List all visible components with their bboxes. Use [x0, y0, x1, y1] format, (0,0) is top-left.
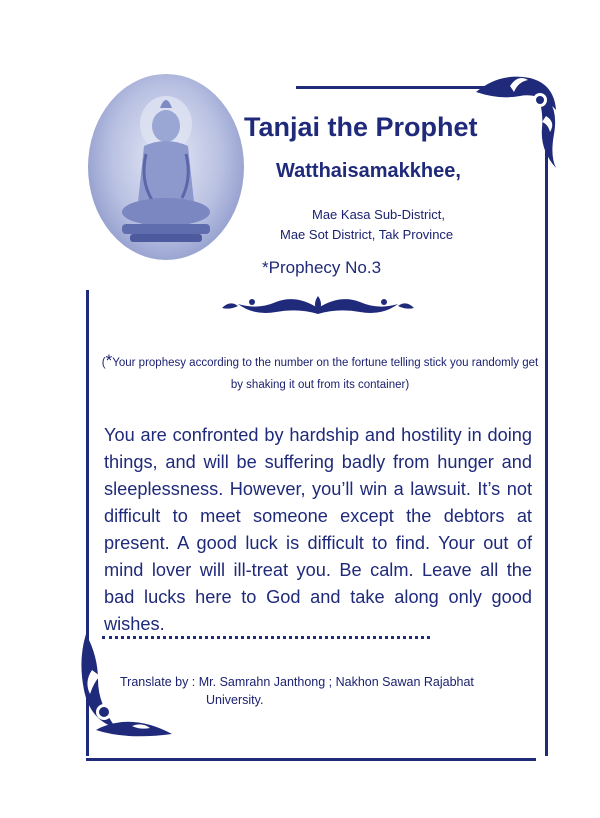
prophecy-number: *Prophecy No.3 — [262, 258, 382, 277]
page-title: Tanjai the Prophet — [244, 112, 478, 142]
temple-name: Watthaisamakkhee, — [276, 160, 461, 182]
prophecy-note — [98, 350, 542, 396]
buddha-image — [88, 74, 244, 260]
address-line-1: Mae Kasa Sub-District, — [312, 207, 445, 222]
divider-ornament-icon — [218, 292, 418, 322]
corner-ornament-icon — [470, 70, 560, 170]
dotted-divider — [102, 636, 430, 639]
credit-line-2: University. — [206, 692, 264, 707]
note-open-paren: ( — [101, 356, 106, 369]
translator-credit — [120, 673, 520, 709]
frame-right-border — [545, 96, 548, 756]
note-asterisk: * — [105, 350, 113, 370]
note-text: Your prophesy according to the number on the fortune telling stick you randomly get by shaking it out from its container) — [112, 356, 539, 391]
address-line-2: Mae Sot District, Tak Province — [280, 227, 454, 242]
credit-line-1: Translate by : Mr. Samrahn Janthong ; Nakhon Sawan Rajabhat — [120, 674, 474, 689]
fortune-text: You are confronted by hardship and hostility in doing things, and will be suffering badly from hunger and sleeplessness. However, you’ll win a lawsuit. It’s not difficult to meet someone except the debtors at present. A good luck is difficult to find. Your out of mind lover will ill-treat you. Be calm. Leave all the bad lucks here to God and take along only good wishes. — [104, 425, 532, 635]
frame-bottom-border — [86, 758, 536, 761]
buddha-figure-icon — [88, 74, 244, 260]
